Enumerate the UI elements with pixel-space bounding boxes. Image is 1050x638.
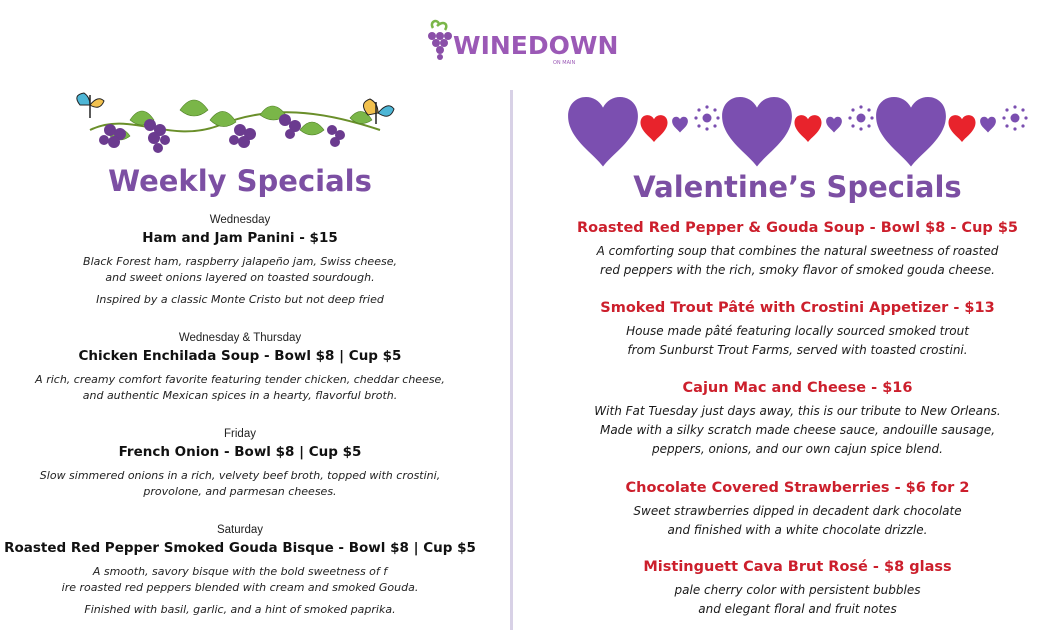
special-item bbox=[0, 214, 480, 306]
special-item bbox=[0, 524, 480, 616]
hearts-decoration bbox=[565, 98, 1035, 158]
valentine-item-description: A comforting soup that combines the natural sweetness of roasted red peppers with the rich, smoky flavor of smoked gouda cheese. bbox=[596, 244, 999, 277]
valentine-item-name: Smoked Trout Pâté with Crostini Appetizer - $13 bbox=[600, 300, 995, 316]
valentine-specials-title: Valentine’s Specials bbox=[633, 170, 962, 204]
special-description: Black Forest ham, raspberry jalapeño jam, Swiss cheese, and sweet onions layered on toasted sourdough. bbox=[83, 255, 397, 284]
valentine-specials-column bbox=[545, 0, 1050, 638]
logo-subtext: ON MAIN bbox=[553, 60, 576, 66]
valentine-item bbox=[545, 380, 1050, 459]
grape-vine-decoration bbox=[70, 90, 400, 160]
special-name: Chicken Enchilada Soup - Bowl $8 | Cup $5 bbox=[78, 348, 402, 364]
valentine-item bbox=[545, 300, 1050, 360]
valentine-item bbox=[545, 480, 1050, 540]
special-name: Ham and Jam Panini - $15 bbox=[142, 230, 338, 246]
special-note: Inspired by a classic Monte Cristo but not deep fried bbox=[96, 293, 384, 306]
valentine-item-description: Sweet strawberries dipped in decadent dark chocolate and finished with a white chocolate drizzle. bbox=[633, 504, 962, 537]
special-name: French Onion - Bowl $8 | Cup $5 bbox=[118, 444, 362, 460]
special-day: Wednesday & Thursday bbox=[178, 332, 302, 344]
valentine-item bbox=[545, 559, 1050, 619]
special-note: Finished with basil, garlic, and a hint of smoked paprika. bbox=[84, 603, 396, 616]
valentine-item-name: Chocolate Covered Strawberries - $6 for 2 bbox=[625, 480, 970, 496]
valentine-item-name: Cajun Mac and Cheese - $16 bbox=[682, 380, 913, 396]
valentine-item-name: Roasted Red Pepper & Gouda Soup - Bowl $8 - Cup $5 bbox=[576, 220, 1019, 236]
special-day: Wednesday bbox=[209, 214, 271, 226]
special-day: Saturday bbox=[216, 524, 264, 536]
valentine-item-description: With Fat Tuesday just days away, this is our tribute to New Orleans. Made with a silky scratch made cheese sauce, andouille sausage, peppers, onions, and our own cajun spice blend. bbox=[594, 404, 1001, 456]
special-day: Friday bbox=[224, 428, 256, 440]
special-description: A smooth, savory bisque with the bold sweetness of f ire roasted red peppers blended with cream and smoked Gouda. bbox=[61, 565, 419, 594]
weekly-specials-title: Weekly Specials bbox=[108, 164, 372, 198]
flower-icon bbox=[848, 105, 873, 130]
heart-icon bbox=[876, 97, 946, 167]
heart-icon bbox=[794, 115, 821, 142]
special-item bbox=[0, 428, 480, 500]
butterfly-icon bbox=[77, 93, 104, 118]
heart-icon bbox=[568, 97, 638, 167]
valentine-item-name: Mistinguett Cava Brut Rosé - $8 glass bbox=[643, 559, 952, 575]
heart-icon bbox=[640, 115, 667, 142]
heart-icon bbox=[826, 117, 842, 133]
valentine-item bbox=[545, 220, 1050, 280]
flower-icon bbox=[694, 105, 719, 130]
heart-icon bbox=[948, 115, 975, 142]
valentine-item-description: pale cherry color with persistent bubbles and elegant floral and fruit notes bbox=[674, 583, 921, 616]
special-item bbox=[0, 332, 480, 404]
flower-icon bbox=[1002, 105, 1027, 130]
heart-icon bbox=[722, 97, 792, 167]
logo-wordmark: WINEDOWN bbox=[453, 31, 619, 60]
valentine-item-description: House made pâté featuring locally sourced smoked trout from Sunburst Trout Farms, served with toasted crostini. bbox=[626, 324, 969, 357]
special-description: A rich, creamy comfort favorite featuring tender chicken, cheddar cheese, and authentic Mexican spices in a hearty, flavorful broth. bbox=[35, 373, 445, 402]
column-divider bbox=[510, 90, 513, 630]
weekly-specials-column bbox=[0, 0, 480, 638]
heart-icon bbox=[980, 117, 996, 133]
heart-icon bbox=[672, 117, 688, 133]
special-description: Slow simmered onions in a rich, velvety beef broth, topped with crostini, provolone, and parmesan cheeses. bbox=[39, 469, 441, 498]
special-name: Roasted Red Pepper Smoked Gouda Bisque - Bowl $8 | Cup $5 bbox=[4, 540, 476, 556]
